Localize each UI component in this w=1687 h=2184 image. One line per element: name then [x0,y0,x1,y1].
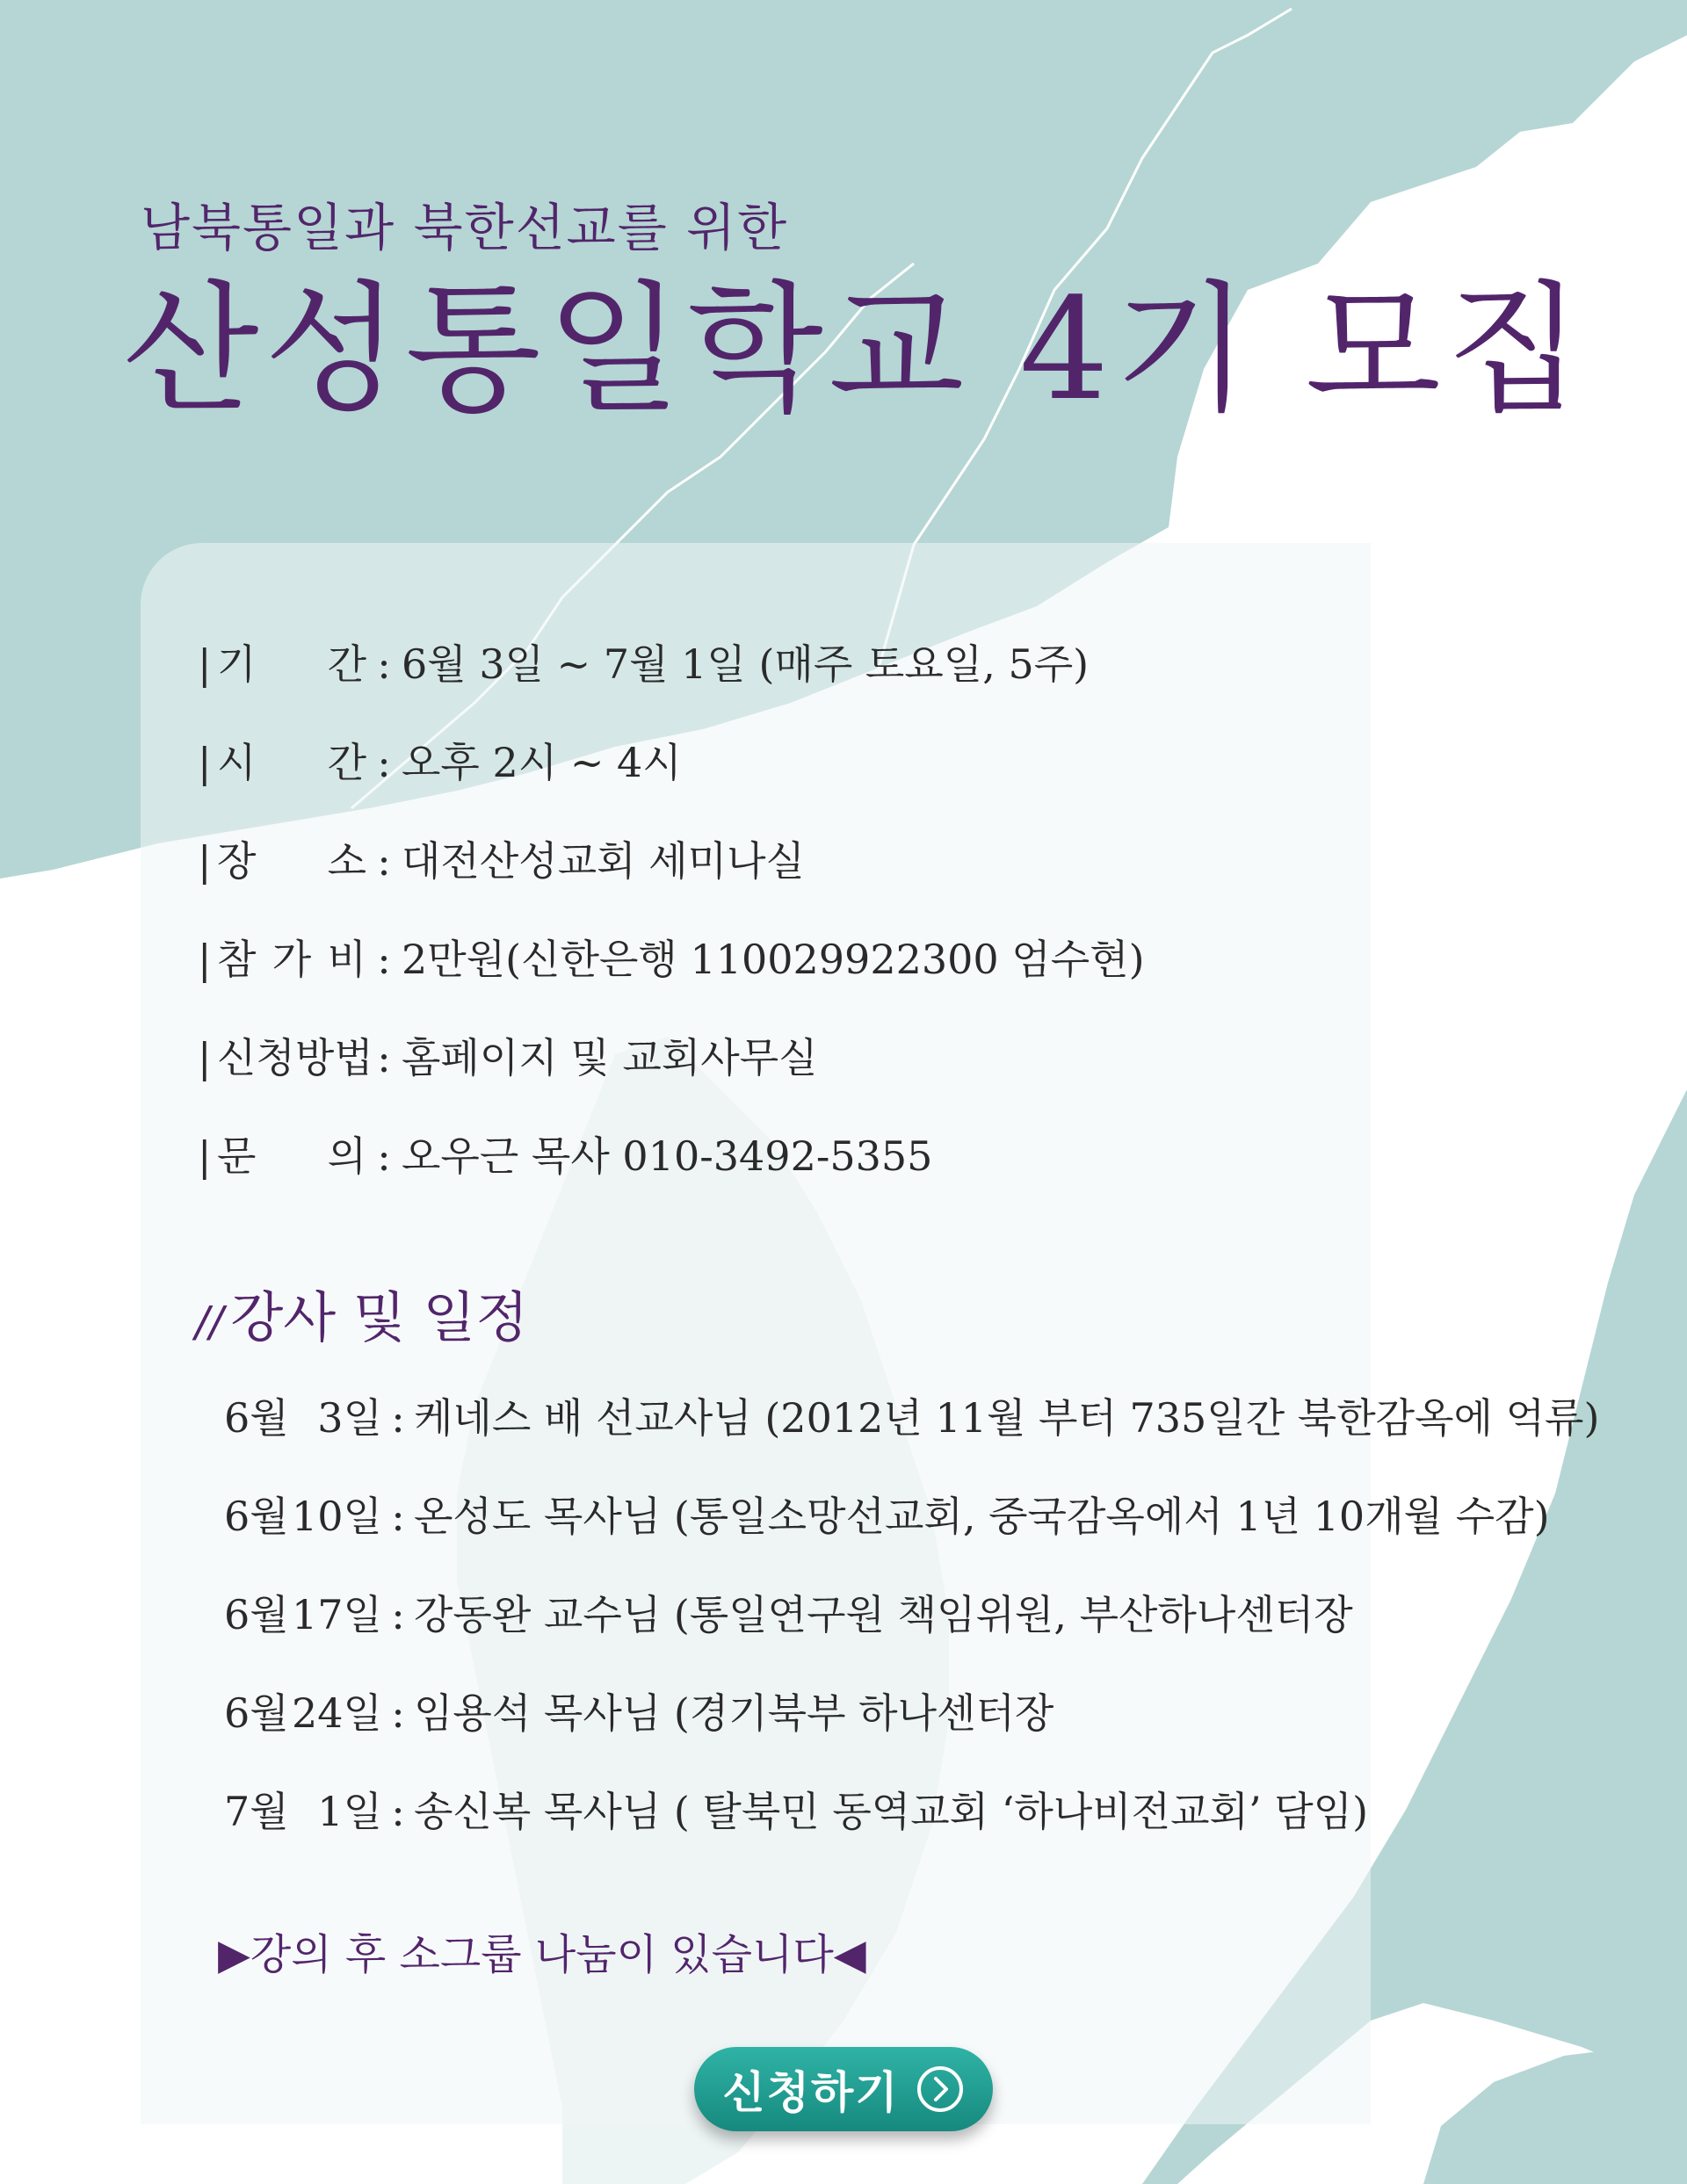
info-label-part: 비 [327,936,366,983]
schedule-date [224,1583,382,1641]
bullet-bar-icon: | [198,936,212,983]
heading-mark-icon: // [195,1298,224,1347]
schedule-text: 임용석 목사님 (경기북부 하나센터장 [414,1689,1054,1737]
schedule-month: 6월 [224,1689,289,1737]
info-label [217,633,366,691]
schedule-row [224,1386,1599,1485]
info-label-part: 참 [217,936,257,983]
info-label [217,1026,373,1084]
separator: : [377,640,391,688]
info-row [198,1026,1145,1125]
schedule-heading [195,1274,528,1352]
separator: : [377,936,391,983]
info-value: 6월 3일 ~ 7월 1일 (매주 토요일, 5주) [402,640,1090,688]
schedule-date [224,1780,382,1838]
bullet-bar-icon: | [198,1034,212,1081]
info-value: 오우근 목사 010-3492-5355 [402,1132,933,1180]
separator: : [391,1689,405,1737]
chevron-right-circle-icon [916,2065,965,2114]
bullet-bar-icon: | [198,837,212,885]
info-label-part: 간 [327,739,366,786]
schedule-date [224,1386,382,1444]
info-label [217,731,366,789]
schedule-row [224,1681,1599,1780]
schedule-day: 1일 [317,1788,382,1835]
info-value: 2만원(신한은행 110029922300 엄수현) [402,936,1145,983]
schedule-day: 24일 [292,1689,382,1737]
schedule-day: 17일 [292,1591,382,1638]
info-label-part: 가 [272,936,312,983]
info-label-part: 시 [217,739,257,786]
info-label [217,829,366,887]
separator: : [391,1591,405,1638]
separator: : [391,1788,405,1835]
info-row [198,731,1145,829]
info-value: 홈페이지 및 교회사무실 [402,1034,818,1081]
schedule-text: 온성도 목사님 (통일소망선교회, 중국감옥에서 1년 10개월 수감) [414,1493,1550,1540]
info-value: 오후 2시 ~ 4시 [402,739,682,786]
info-label-part: 장 [217,837,257,885]
info-row [198,633,1145,731]
apply-button-label: 신청하기 [722,2067,900,2118]
schedule-month: 7월 [224,1788,289,1835]
bullet-bar-icon: | [198,739,212,786]
schedule-list [224,1386,1599,1878]
schedule-row [224,1485,1599,1583]
bullet-bar-icon: | [198,1132,212,1180]
separator: : [377,837,391,885]
schedule-heading-text: 강사 및 일정 [230,1285,529,1349]
schedule-text: 강동완 교수님 (통일연구원 책임위원, 부산하나센터장 [414,1591,1353,1638]
schedule-row [224,1583,1599,1681]
schedule-day: 3일 [317,1394,382,1442]
info-label-part: 신청방법 [217,1034,373,1081]
info-label-part: 소 [327,837,366,885]
info-label [217,1125,366,1182]
info-label-part: 의 [327,1132,366,1180]
info-label [217,928,366,986]
info-value: 대전산성교회 세미나실 [402,837,805,885]
separator: : [377,739,391,786]
schedule-date [224,1485,382,1543]
info-label-part: 문 [217,1132,257,1180]
info-row [198,928,1145,1026]
schedule-month: 6월 [224,1591,289,1638]
info-row [198,1125,1145,1223]
separator: : [391,1394,405,1442]
separator: : [377,1132,391,1180]
schedule-month: 6월 [224,1394,289,1442]
schedule-day: 10일 [292,1493,382,1540]
schedule-month: 6월 [224,1493,289,1540]
separator: : [377,1034,391,1081]
schedule-text: 송신복 목사님 ( 탈북민 동역교회 ‘하나비전교회’ 담임) [414,1788,1369,1835]
small-group-note: ▶강의 후 소그룹 나눔이 있습니다◀ [218,1930,866,1979]
info-label-part: 간 [327,640,366,688]
apply-button[interactable] [694,2047,993,2131]
schedule-row [224,1780,1599,1878]
info-row [198,829,1145,928]
event-subtitle: 남북통일과 북한선교를 위한 [141,198,789,257]
schedule-text: 케네스 배 선교사님 (2012년 11월 부터 735일간 북한감옥에 억류) [414,1394,1600,1442]
event-title: 산성통일학교 4기 모집 [123,267,1588,431]
schedule-date [224,1681,382,1739]
bullet-bar-icon: | [198,640,212,688]
separator: : [391,1493,405,1540]
event-info-list [198,633,1145,1223]
info-label-part: 기 [217,640,257,688]
